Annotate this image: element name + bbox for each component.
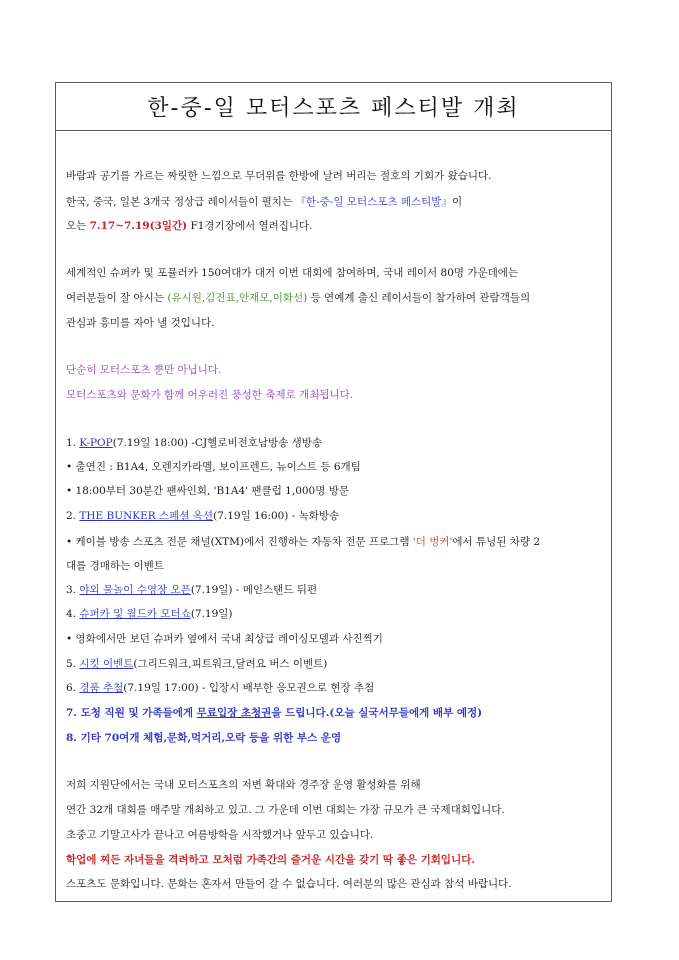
event-2-bullet-2: 대를 경매하는 이벤트 [66,560,164,572]
event-5: 5. 시킷 이벤트(그리드워크,피트워크,달려요 버스 이벤트) [66,658,328,670]
event-8: 8. 기타 70여개 체험,문화,먹거리,오락 등을 위한 부스 운영 [66,732,342,744]
para3-line-1: 단순히 모터스포츠 뿐만 아닙니다. [66,364,222,376]
page-title: 한-중-일 모터스포츠 페스티발 개최 [147,96,520,121]
event-4-link[interactable]: 슈퍼카 및 월드카 모터쇼 [79,608,191,620]
festival-name: 『한-중-일 모터스포츠 페스티발』 [295,196,452,208]
closing-line-4: 학업에 찌든 자녀들을 격려하고 모처럼 가족간의 즐거운 시간을 갖기 딱 좋은 기회입니다. [66,854,476,866]
closing-line-5: 스포츠도 문화입니다. 문화는 혼자서 만들어 갈 수 없습니다. 여러분의 많은 관심과 참석 바랍니다. [66,878,512,890]
event-3: 3. 야외 물놀이 수영장 오픈(7.19일) - 메인스탠드 뒤편 [66,584,318,596]
festival-dates: 7.17~7.19(3일간) [89,220,188,232]
document-frame [55,82,612,902]
event-2-bullet-1: • 케이블 방송 스포츠 전문 채널(XTM)에서 진행하는 자동차 전문 프로그램 '더 벙커'에서 튜닝된 차량 2 [66,536,541,548]
closing-line-3: 초중고 기말고사가 끝나고 여름방학을 시작했거나 앞두고 있습니다. [66,829,374,841]
closing-line-1: 저희 지원단에서는 국내 모터스포츠의 저변 확대와 경주장 운영 활성화를 위해 [66,779,421,791]
program-name: '더 벙커' [412,536,453,548]
event-1-bullet-1: • 출연진 : B1A4, 오렌지카라멜, 보이프렌드, 뉴이스트 등 6개팀 [66,461,361,473]
intro-line-3: 오는 7.17~7.19(3일간) F1경기장에서 열려집니다. [66,220,313,232]
closing-line-2: 연간 32개 대회를 매주말 개최하고 있고. 그 가운데 이번 대회는 가장 규모가 큰 국제대회입니다. [66,804,505,816]
celebrity-racers: (유시원,김진표,안재모,이화선) [167,292,308,304]
intro-line-2: 한국, 중국, 일본 3개국 정상급 레이서들이 펼치는 『한-중-일 모터스포츠 페스티발』이 [66,196,463,208]
para2-line-3: 관심과 흥미를 자아 낼 것입니다. [66,317,215,329]
event-4-bullet-1: • 영화에서만 보던 슈퍼카 옆에서 국내 최상급 레이싱모델과 사진찍기 [66,633,383,645]
event-1: 1. K-POP(7.19일 18:00) -CJ헬로비전호남방송 생방송 [66,437,323,449]
para2-line-2: 여러분들이 잘 아시는 (유시원,김진표,안재모,이화선) 등 연예계 출신 레이서들이 참가하여 관람객들의 [66,292,531,304]
event-6: 6. 경품 추첨(7.19일 17:00) - 입장시 배부한 응모권으로 현장 추첨 [66,682,375,694]
event-5-link[interactable]: 시킷 이벤트 [79,658,134,670]
intro-line-1: 바람과 공기를 가르는 짜릿한 느낌으로 무더위를 한방에 날려 버리는 절호의 기회가 왔습니다. [66,170,492,182]
title-row [56,83,611,131]
free-ticket-link[interactable]: 무료입장 초청권 [196,707,272,719]
event-1-bullet-2: • 18:00부터 30분간 팬싸인회, 'B1A4' 팬클럽 1,000명 방문 [66,485,350,497]
event-4: 4. 슈퍼카 및 월드카 모터쇼(7.19일) [66,608,233,620]
event-3-link[interactable]: 야외 물놀이 수영장 오픈 [79,584,191,596]
para3-line-2: 모터스포츠와 문화가 함께 어우러진 풍성한 축제로 개최됩니다. [66,389,354,401]
event-6-link[interactable]: 경품 추첨 [79,682,124,694]
event-2-link[interactable]: THE BUNKER 스페셜 옥션 [79,510,214,522]
event-7: 7. 도청 직원 및 가족들에게 무료입장 초청권을 드립니다.(오늘 실국서무들에게 배부 예정) [66,707,483,719]
para2-line-1: 세계적인 슈퍼카 및 포뮬러카 150여대가 대거 이번 대회에 참여하며, 국내 레이서 80명 가운데에는 [66,267,519,279]
event-2: 2. THE BUNKER 스페셜 옥션(7.19일 16:00) - 녹화방송 [66,510,340,522]
event-1-link[interactable]: K-POP [79,437,113,449]
